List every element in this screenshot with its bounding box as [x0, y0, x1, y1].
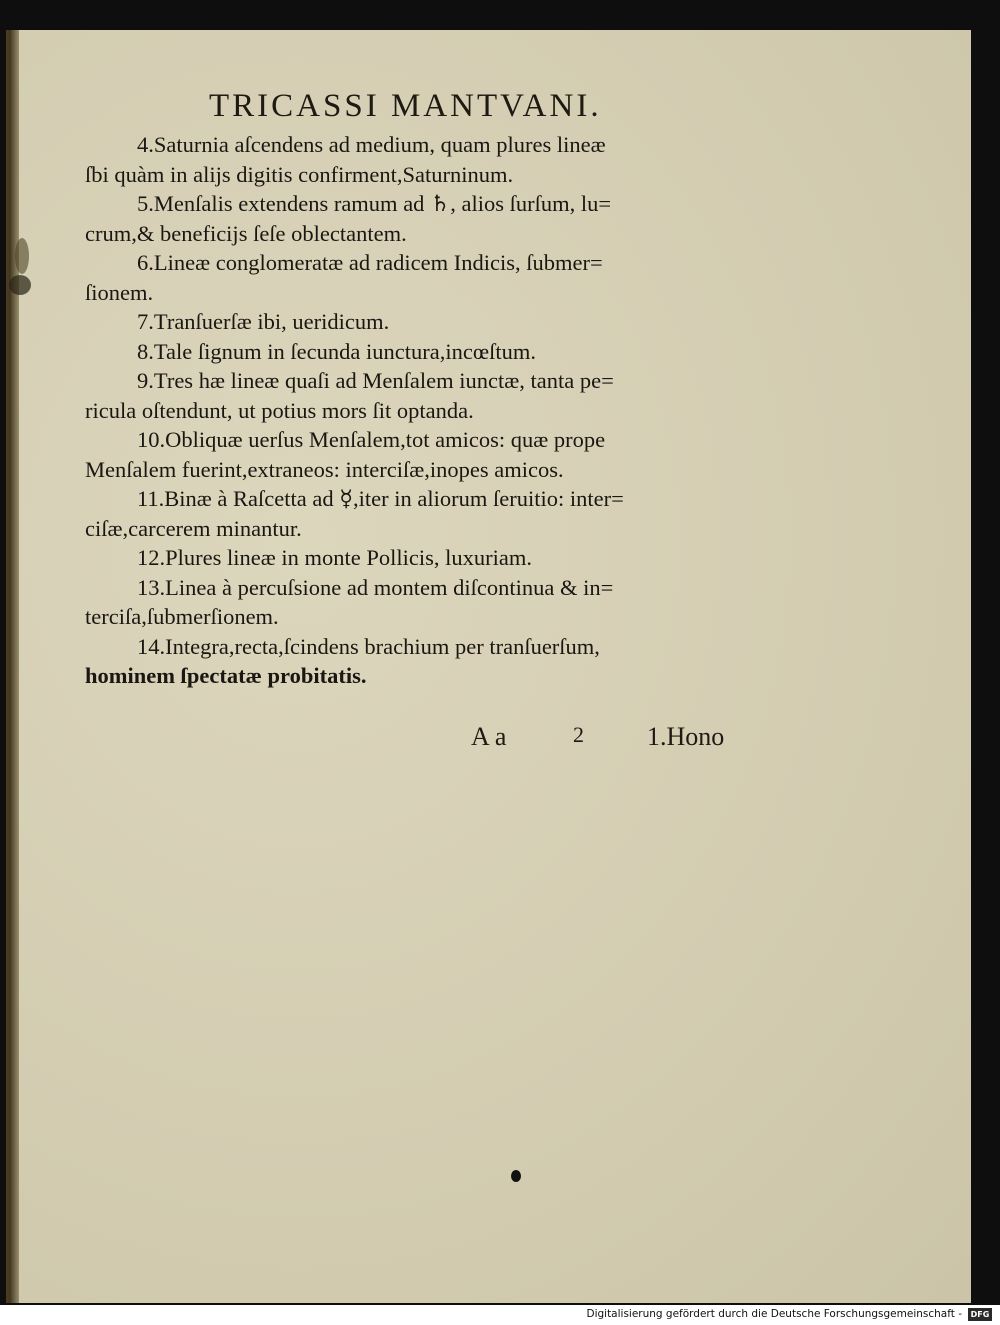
body-text: [85, 130, 765, 691]
text-line: crum,& beneficijs ſeſe oblectantem.: [85, 220, 407, 246]
running-title: TRICASSI MANTVANI.: [209, 88, 602, 124]
text-line: 11.Binæ à Raſcetta ad ☿,iter in aliorum ſeruitio: inter=: [137, 486, 624, 511]
ink-dot: [511, 1170, 521, 1182]
text-line: 8.Tale ſignum in ſecunda iunctura,incœſtum.: [137, 338, 536, 364]
text-line: Menſalem fuerint,extraneos: interciſæ,inopes amicos.: [85, 456, 564, 482]
signature-mark: A a: [471, 722, 507, 751]
text-line: ſionem.: [85, 279, 154, 305]
text-line: 4.Saturnia aſcendens ad medium, quam plures lineæ: [137, 132, 606, 157]
text-line: terciſa,ſubmerſionem.: [85, 604, 279, 629]
text-line: 7.Tranſuerſæ ibi, ueridicum.: [137, 309, 390, 334]
page-stain: [9, 275, 31, 295]
text-line: 10.Obliquæ uerſus Menſalem,tot amicos: quæ prope: [137, 427, 606, 452]
dfg-logo-icon: DFG: [968, 1308, 992, 1321]
text-line: 5.Menſalis extendens ramum ad ♄, alios ſurſum, lu=: [137, 191, 612, 216]
digitization-footer: [0, 1305, 1000, 1325]
text-line: 6.Lineæ conglomeratæ ad radicem Indicis, ſubmer=: [137, 250, 603, 275]
text-line: ciſæ,carcerem minantur.: [85, 515, 302, 541]
text-line: 14.Integra,recta,ſcindens brachium per tranſuerſum,: [137, 633, 600, 659]
page-stain: [15, 238, 29, 274]
funding-credit: Digitalisierung gefördert durch die Deutsche Forschungsgemeinschaft -: [586, 1308, 962, 1320]
footline: [465, 722, 765, 758]
text-line: 9.Tres hæ lineæ quaſi ad Menſalem iunctæ, tanta pe=: [137, 368, 614, 393]
text-line: ſbi quàm in alijs digitis confirment,Saturninum.: [85, 161, 514, 187]
catchword: 1.Hono: [647, 722, 725, 751]
page-gutter: [9, 30, 19, 1303]
text-line: hominem ſpectatæ probitatis.: [85, 663, 367, 688]
book-page: [6, 30, 971, 1303]
text-line: 12.Plures lineæ in monte Pollicis, luxuriam.: [137, 545, 532, 570]
text-line: ricula oſtendunt, ut potius mors ſit optanda.: [85, 397, 474, 423]
signature-number: 2: [573, 722, 584, 747]
text-line: 13.Linea à percuſsione ad montem diſcontinua & in=: [137, 574, 614, 600]
